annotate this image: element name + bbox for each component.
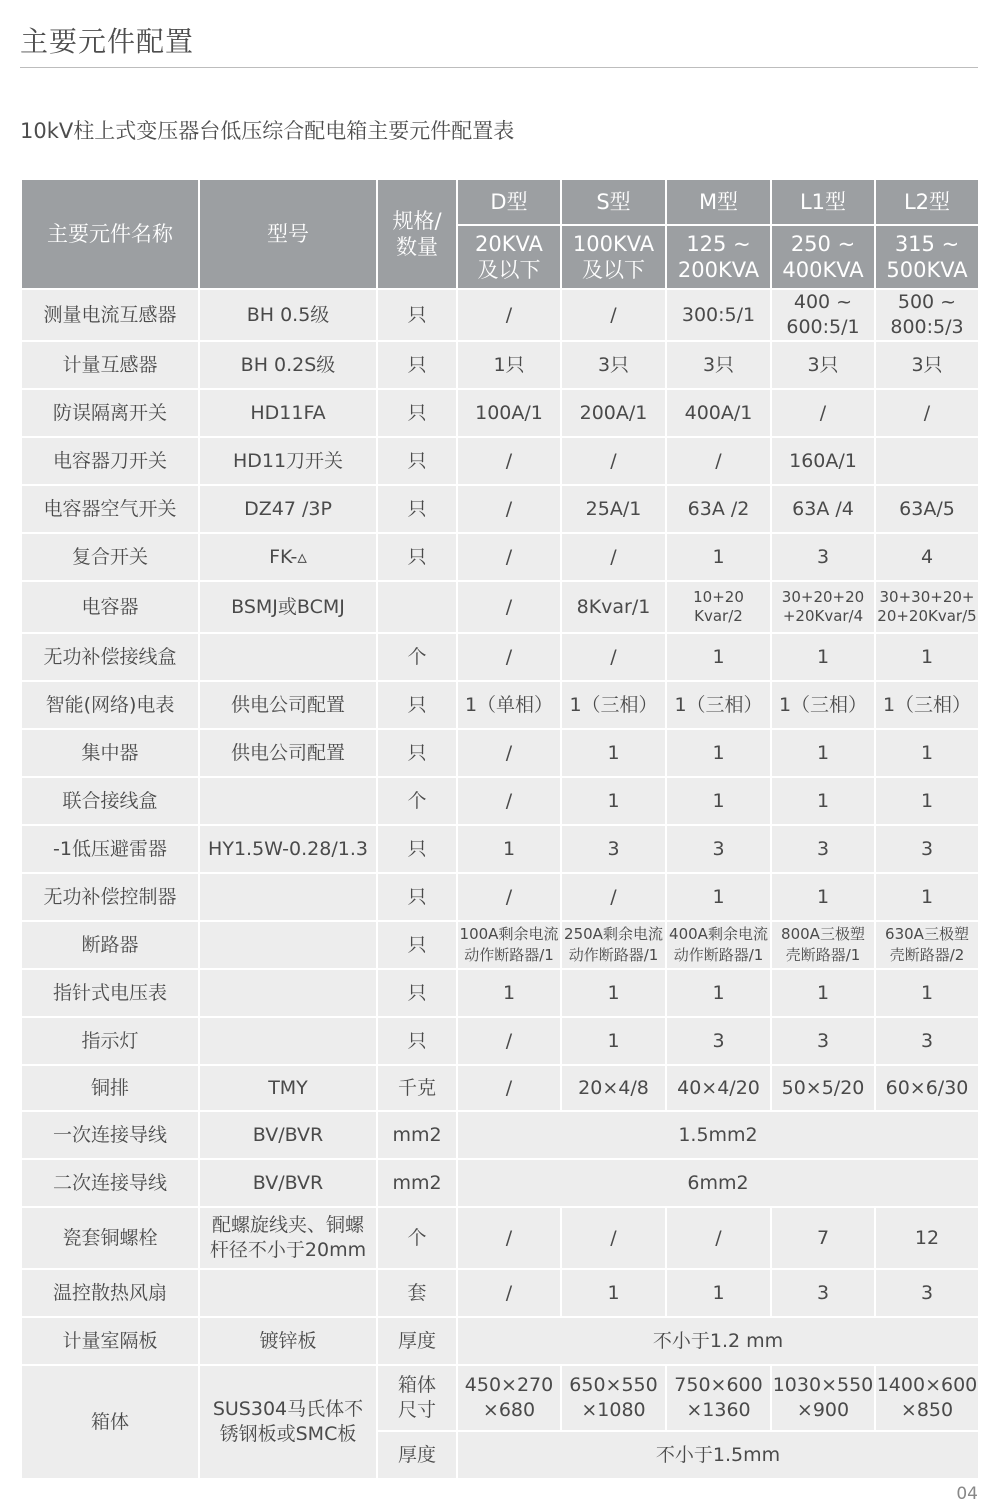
value-l2 bbox=[875, 437, 979, 485]
header-model: 型号 bbox=[199, 179, 377, 289]
value-s: 20×4/8 bbox=[561, 1065, 666, 1111]
value-d: / bbox=[457, 873, 561, 921]
box-name: 箱体 bbox=[21, 1365, 199, 1479]
table-row bbox=[21, 921, 979, 969]
table-row bbox=[21, 729, 979, 777]
value-l2: 30+30+20+ 20+20Kvar/5 bbox=[875, 581, 979, 633]
item-unit: 厚度 bbox=[377, 1317, 457, 1365]
value-l1: 1 bbox=[771, 777, 875, 825]
value-m: 3 bbox=[666, 1017, 771, 1065]
header-capacity: 250 ~ 400KVA bbox=[771, 225, 875, 289]
value-l1: 1（三相） bbox=[771, 681, 875, 729]
title-divider bbox=[20, 67, 978, 68]
item-model: 配螺旋线夹、铜螺 杆径不小于20mm bbox=[199, 1207, 377, 1269]
item-name: 智能(网络)电表 bbox=[21, 681, 199, 729]
header-capacity: 20KVA 及以下 bbox=[457, 225, 561, 289]
value-l1: 160A/1 bbox=[771, 437, 875, 485]
box-size: 1400×600 ×850 bbox=[875, 1365, 979, 1431]
table-row bbox=[21, 969, 979, 1017]
item-name: 集中器 bbox=[21, 729, 199, 777]
value-l2: 1 bbox=[875, 969, 979, 1017]
value-l1: 3 bbox=[771, 825, 875, 873]
header-capacity: 315 ~ 500KVA bbox=[875, 225, 979, 289]
box-size: 1030×550 ×900 bbox=[771, 1365, 875, 1431]
value-m: 1 bbox=[666, 533, 771, 581]
value-l1: 1 bbox=[771, 873, 875, 921]
table-row bbox=[21, 1065, 979, 1111]
item-unit: 只 bbox=[377, 825, 457, 873]
value-d: 100A剩余电流 动作断路器/1 bbox=[457, 921, 561, 969]
item-name: 一次连接导线 bbox=[21, 1111, 199, 1159]
item-model bbox=[199, 777, 377, 825]
item-name: 指针式电压表 bbox=[21, 969, 199, 1017]
value-s: / bbox=[561, 289, 666, 341]
table-row bbox=[21, 633, 979, 681]
item-unit: 只 bbox=[377, 873, 457, 921]
value-l1: 63A /4 bbox=[771, 485, 875, 533]
value-l2: / bbox=[875, 389, 979, 437]
table-row bbox=[21, 681, 979, 729]
table-row bbox=[21, 341, 979, 389]
value-l1: 1 bbox=[771, 729, 875, 777]
table-row bbox=[21, 1365, 979, 1431]
value-s: 250A剩余电流 动作断路器/1 bbox=[561, 921, 666, 969]
table-row bbox=[21, 485, 979, 533]
value-d: 1（单相） bbox=[457, 681, 561, 729]
value-d: / bbox=[457, 1269, 561, 1317]
item-name: 铜排 bbox=[21, 1065, 199, 1111]
value-m: 300:5/1 bbox=[666, 289, 771, 341]
table-row bbox=[21, 825, 979, 873]
item-model bbox=[199, 1017, 377, 1065]
item-name: 电容器刀开关 bbox=[21, 437, 199, 485]
item-model: BV/BVR bbox=[199, 1159, 377, 1207]
box-model: SUS304马氏体不 锈钢板或SMC板 bbox=[199, 1365, 377, 1479]
value-l2: 3只 bbox=[875, 341, 979, 389]
item-unit: 只 bbox=[377, 921, 457, 969]
table-row bbox=[21, 1317, 979, 1365]
item-name: 温控散热风扇 bbox=[21, 1269, 199, 1317]
item-name: 断路器 bbox=[21, 921, 199, 969]
value-l2: 500 ~ 800:5/3 bbox=[875, 289, 979, 341]
value-s: 1 bbox=[561, 777, 666, 825]
item-model: BV/BVR bbox=[199, 1111, 377, 1159]
value-s: 1 bbox=[561, 1017, 666, 1065]
item-unit: 千克 bbox=[377, 1065, 457, 1111]
item-name: 无功补偿接线盒 bbox=[21, 633, 199, 681]
value-m: 400A剩余电流 动作断路器/1 bbox=[666, 921, 771, 969]
item-model bbox=[199, 969, 377, 1017]
table-row bbox=[21, 1159, 979, 1207]
value-all-types: 6mm2 bbox=[457, 1159, 979, 1207]
value-m: 63A /2 bbox=[666, 485, 771, 533]
value-s: 1 bbox=[561, 969, 666, 1017]
value-l2: 60×6/30 bbox=[875, 1065, 979, 1111]
table-title: 10kV柱上式变压器台低压综合配电箱主要元件配置表 bbox=[20, 119, 515, 143]
value-l2: 3 bbox=[875, 1269, 979, 1317]
header-capacity: 100KVA 及以下 bbox=[561, 225, 666, 289]
item-unit: 个 bbox=[377, 633, 457, 681]
header-type: D型 bbox=[457, 179, 561, 225]
item-name: 电容器空气开关 bbox=[21, 485, 199, 533]
value-l2: 1 bbox=[875, 633, 979, 681]
value-d: 100A/1 bbox=[457, 389, 561, 437]
value-m: 400A/1 bbox=[666, 389, 771, 437]
item-model: BH 0.5级 bbox=[199, 289, 377, 341]
item-model bbox=[199, 633, 377, 681]
table-row bbox=[21, 389, 979, 437]
item-model: HD11FA bbox=[199, 389, 377, 437]
value-all-types: 1.5mm2 bbox=[457, 1111, 979, 1159]
value-s: 3只 bbox=[561, 341, 666, 389]
table-row bbox=[21, 1269, 979, 1317]
item-model: TMY bbox=[199, 1065, 377, 1111]
value-l2: 1 bbox=[875, 777, 979, 825]
header-name: 主要元件名称 bbox=[21, 179, 199, 289]
value-l1: 3 bbox=[771, 1017, 875, 1065]
item-model: HY1.5W-0.28/1.3 bbox=[199, 825, 377, 873]
item-model bbox=[199, 1269, 377, 1317]
value-l2: 3 bbox=[875, 825, 979, 873]
header-unit: 规格/ 数量 bbox=[377, 179, 457, 289]
value-all-types: 不小于1.2 mm bbox=[457, 1317, 979, 1365]
item-unit: mm2 bbox=[377, 1159, 457, 1207]
value-l1: 1 bbox=[771, 969, 875, 1017]
table-row bbox=[21, 777, 979, 825]
header-type: S型 bbox=[561, 179, 666, 225]
item-model: FK-▵ bbox=[199, 533, 377, 581]
item-unit: 只 bbox=[377, 437, 457, 485]
item-name: 测量电流互感器 bbox=[21, 289, 199, 341]
value-l1: 3 bbox=[771, 1269, 875, 1317]
box-size: 650×550 ×1080 bbox=[561, 1365, 666, 1431]
item-unit: 套 bbox=[377, 1269, 457, 1317]
value-m: 10+20 Kvar/2 bbox=[666, 581, 771, 633]
item-model bbox=[199, 921, 377, 969]
table-row bbox=[21, 289, 979, 341]
item-unit: mm2 bbox=[377, 1111, 457, 1159]
value-m: 3 bbox=[666, 825, 771, 873]
item-unit: 只 bbox=[377, 389, 457, 437]
table-row bbox=[21, 437, 979, 485]
item-unit: 只 bbox=[377, 1017, 457, 1065]
header-capacity: 125 ~ 200KVA bbox=[666, 225, 771, 289]
item-name: 防误隔离开关 bbox=[21, 389, 199, 437]
item-name: 复合开关 bbox=[21, 533, 199, 581]
value-d: / bbox=[457, 1017, 561, 1065]
item-name: 指示灯 bbox=[21, 1017, 199, 1065]
value-s: / bbox=[561, 1207, 666, 1269]
value-l1: 1 bbox=[771, 633, 875, 681]
value-s: / bbox=[561, 633, 666, 681]
item-name: 无功补偿控制器 bbox=[21, 873, 199, 921]
value-s: 8Kvar/1 bbox=[561, 581, 666, 633]
item-model: BH 0.2S级 bbox=[199, 341, 377, 389]
item-unit: 个 bbox=[377, 1207, 457, 1269]
value-l2: 4 bbox=[875, 533, 979, 581]
item-model: DZ47 /3P bbox=[199, 485, 377, 533]
item-name: 计量室隔板 bbox=[21, 1317, 199, 1365]
item-unit: 只 bbox=[377, 681, 457, 729]
value-d: / bbox=[457, 485, 561, 533]
value-d: / bbox=[457, 1065, 561, 1111]
table-row bbox=[21, 1207, 979, 1269]
header-type: L2型 bbox=[875, 179, 979, 225]
value-m: 1 bbox=[666, 969, 771, 1017]
value-d: / bbox=[457, 289, 561, 341]
value-s: 25A/1 bbox=[561, 485, 666, 533]
value-s: / bbox=[561, 533, 666, 581]
value-m: 1 bbox=[666, 633, 771, 681]
page-number: 04 bbox=[956, 1484, 978, 1504]
item-name: 二次连接导线 bbox=[21, 1159, 199, 1207]
header-type: L1型 bbox=[771, 179, 875, 225]
item-unit: 只 bbox=[377, 289, 457, 341]
page-title: 主要元件配置 bbox=[20, 25, 195, 58]
item-unit: 只 bbox=[377, 533, 457, 581]
value-m: 1（三相） bbox=[666, 681, 771, 729]
box-size: 450×270 ×680 bbox=[457, 1365, 561, 1431]
value-s: 1（三相） bbox=[561, 681, 666, 729]
box-thickness: 不小于1.5mm bbox=[457, 1431, 979, 1479]
item-model: 供电公司配置 bbox=[199, 681, 377, 729]
value-s: 1 bbox=[561, 1269, 666, 1317]
table-row bbox=[21, 873, 979, 921]
value-m: 3只 bbox=[666, 341, 771, 389]
item-unit bbox=[377, 581, 457, 633]
value-m: / bbox=[666, 1207, 771, 1269]
item-unit: 只 bbox=[377, 341, 457, 389]
value-d: / bbox=[457, 777, 561, 825]
value-m: 40×4/20 bbox=[666, 1065, 771, 1111]
value-s: 1 bbox=[561, 729, 666, 777]
value-m: 1 bbox=[666, 729, 771, 777]
item-model: 镀锌板 bbox=[199, 1317, 377, 1365]
value-s: / bbox=[561, 437, 666, 485]
item-name: 电容器 bbox=[21, 581, 199, 633]
value-l1: 30+20+20 +20Kvar/4 bbox=[771, 581, 875, 633]
value-l1: 800A三极塑 壳断路器/1 bbox=[771, 921, 875, 969]
table-row bbox=[21, 1111, 979, 1159]
value-l2: 3 bbox=[875, 1017, 979, 1065]
value-l2: 1 bbox=[875, 729, 979, 777]
value-d: / bbox=[457, 533, 561, 581]
header-type: M型 bbox=[666, 179, 771, 225]
value-l1: 400 ~ 600:5/1 bbox=[771, 289, 875, 341]
value-l2: 1（三相） bbox=[875, 681, 979, 729]
item-unit: 只 bbox=[377, 969, 457, 1017]
table-row bbox=[21, 533, 979, 581]
value-d: / bbox=[457, 1207, 561, 1269]
value-l1: 3只 bbox=[771, 341, 875, 389]
value-l2: 630A三极塑 壳断路器/2 bbox=[875, 921, 979, 969]
box-size: 750×600 ×1360 bbox=[666, 1365, 771, 1431]
value-m: 1 bbox=[666, 873, 771, 921]
value-d: / bbox=[457, 437, 561, 485]
value-d: / bbox=[457, 581, 561, 633]
value-m: / bbox=[666, 437, 771, 485]
value-s: 3 bbox=[561, 825, 666, 873]
item-unit: 个 bbox=[377, 777, 457, 825]
item-name: 瓷套铜螺栓 bbox=[21, 1207, 199, 1269]
component-config-table bbox=[20, 178, 980, 1480]
item-name: 联合接线盒 bbox=[21, 777, 199, 825]
item-name: 计量互感器 bbox=[21, 341, 199, 389]
item-model: 供电公司配置 bbox=[199, 729, 377, 777]
value-l1: 7 bbox=[771, 1207, 875, 1269]
box-size-label: 箱体 尺寸 bbox=[377, 1365, 457, 1431]
value-m: 1 bbox=[666, 1269, 771, 1317]
value-d: 1只 bbox=[457, 341, 561, 389]
value-l2: 63A/5 bbox=[875, 485, 979, 533]
value-l2: 12 bbox=[875, 1207, 979, 1269]
value-d: 1 bbox=[457, 969, 561, 1017]
table-row bbox=[21, 581, 979, 633]
value-d: 1 bbox=[457, 825, 561, 873]
value-d: / bbox=[457, 633, 561, 681]
item-name: -1低压避雷器 bbox=[21, 825, 199, 873]
value-l1: 50×5/20 bbox=[771, 1065, 875, 1111]
item-model bbox=[199, 873, 377, 921]
value-l1: / bbox=[771, 389, 875, 437]
value-s: 200A/1 bbox=[561, 389, 666, 437]
item-model: BSMJ或BCMJ bbox=[199, 581, 377, 633]
value-s: / bbox=[561, 873, 666, 921]
value-l1: 3 bbox=[771, 533, 875, 581]
box-thickness-label: 厚度 bbox=[377, 1431, 457, 1479]
value-l2: 1 bbox=[875, 873, 979, 921]
value-m: 1 bbox=[666, 777, 771, 825]
value-d: / bbox=[457, 729, 561, 777]
item-unit: 只 bbox=[377, 485, 457, 533]
item-model: HD11刀开关 bbox=[199, 437, 377, 485]
table-row bbox=[21, 1017, 979, 1065]
item-unit: 只 bbox=[377, 729, 457, 777]
